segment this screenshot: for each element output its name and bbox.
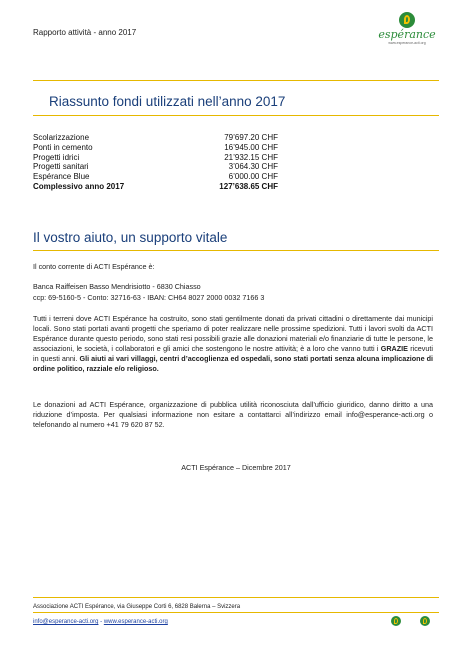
email-link[interactable]: info@esperance-acti.org: [33, 619, 99, 625]
grazie-text: GRAZIE: [380, 344, 408, 353]
fund-label: Progetti idrici: [33, 152, 80, 162]
table-row: [33, 153, 278, 163]
header-divider: [33, 80, 439, 81]
paragraph-text: Tutti i terreni dove ACTI Espérance ha costruito, sono stati gentilmente donati da privati cittadini o direttamente dai municipi locali. Sono stati portati avanti progetti che speriamo di poter realizzare nelle prossime spedizioni. Tutti i lavori svolti da ACTI Espérance durante questo periodo, sono stati resi possibili grazie alle donazioni materiali e/o finanziarie di tutte le persone, le associazioni, le società, i collaboratori e gli amici che sostengono le nostre attività; è a loro che vanno tutti i: [33, 314, 433, 353]
logo-wordmark: espérance: [378, 28, 436, 41]
aiuto-heading: Il vostro aiuto, un supporto vitale: [33, 230, 228, 245]
fondi-heading: Riassunto fondi utilizzati nell’anno 2017: [49, 94, 286, 109]
footer-address: Associazione ACTI Espérance, via Giuseppe Corti 6, 6828 Balerna – Svizzera: [33, 604, 241, 610]
signature-line: ACTI Espérance – Dicembre 2017: [181, 463, 291, 472]
fund-value: 79’697.20 CHF: [224, 133, 278, 142]
logo-emblem-icon: [399, 12, 415, 28]
paragraph-bold-text: Gli aiuti ai vari villaggi, centri d’accoglienza ed ospedali, sono stati portati senza alcuna implicazione di ordine politico, razziale e/o religioso.: [33, 354, 434, 373]
fund-value: 21’932.15 CHF: [224, 152, 278, 162]
ccp-text: ccp: 69-5160-5 - Conto: 32716-63 - IBAN: CH64 8027 2000 0032 7166 3: [33, 293, 265, 302]
table-row: [33, 133, 278, 143]
fund-value: 3’064.30 CHF: [228, 162, 278, 172]
fund-value: 6’000.00 CHF: [228, 172, 278, 182]
banca-text: Banca Raiffeisen Basso Mendrisiotto - 6830 Chiasso: [33, 282, 201, 291]
header-text: Rapporto attività - anno 2017: [33, 28, 137, 37]
footer-links: [33, 619, 168, 625]
fund-label: Espérance Blue: [33, 172, 90, 182]
total-value: 127’638.65 CHF: [219, 181, 278, 191]
website-link[interactable]: www.esperance-acti.org: [103, 619, 168, 625]
footer-separator: -: [98, 619, 104, 625]
aiuto-divider: [33, 250, 439, 251]
fund-label: Progetti sanitari: [33, 162, 89, 172]
paragraph-donazioni: Le donazioni ad ACTI Espérance, organizzazione di pubblica utilità riconosciuta dall’ufficio giuridico, danno diritto a una riduzione d’imposta. Per qualsiasi informazione non esitare a contattarci all’indirizzo email info@esperance-acti.org o telefonando al numero +41 79 620 87 52.: [33, 400, 433, 429]
logo-url: www.esperance-acti.org: [388, 41, 426, 45]
fund-label: Scolarizzazione: [33, 133, 90, 142]
fund-value: 16’945.00 CHF: [224, 142, 278, 152]
paragraph-text: ricevuti in questi anni.: [33, 344, 433, 363]
table-row: [33, 172, 278, 182]
paragraph-terreni: [33, 314, 433, 374]
total-row: [33, 182, 278, 192]
footer-logo-icon: [391, 616, 401, 626]
fund-label: Ponti in cemento: [33, 142, 93, 152]
esperance-logo: [378, 12, 436, 62]
fondi-divider: [33, 115, 439, 116]
total-label: Complessivo anno 2017: [33, 181, 125, 191]
footer-divider-2: [33, 612, 439, 613]
table-row: [33, 143, 278, 153]
footer-divider: [33, 597, 439, 598]
conto-text: Il conto corrente di ACTI Espérance è:: [33, 262, 155, 271]
footer-logo-icon: [420, 616, 430, 626]
table-row: [33, 162, 278, 172]
funds-table: [33, 133, 278, 192]
